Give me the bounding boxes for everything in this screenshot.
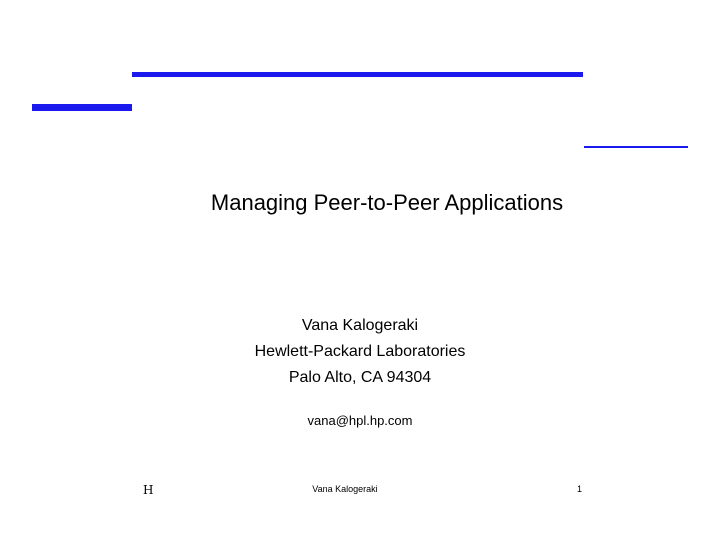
footer-author: Vana Kalogeraki bbox=[312, 484, 378, 494]
slide-title: Managing Peer-to-Peer Applications bbox=[210, 190, 564, 215]
page-number: 1 bbox=[577, 484, 583, 494]
decorative-top-bar bbox=[132, 72, 583, 77]
affiliation: Hewlett-Packard Laboratories bbox=[254, 343, 466, 360]
footer-logo: H bbox=[143, 483, 154, 497]
location: Palo Alto, CA 94304 bbox=[288, 369, 432, 386]
decorative-right-bar bbox=[584, 146, 688, 148]
author-block bbox=[0, 313, 720, 391]
author-email: vana@hpl.hp.com bbox=[307, 413, 413, 428]
author-name: Vana Kalogeraki bbox=[301, 317, 419, 334]
decorative-left-bar bbox=[32, 104, 132, 111]
